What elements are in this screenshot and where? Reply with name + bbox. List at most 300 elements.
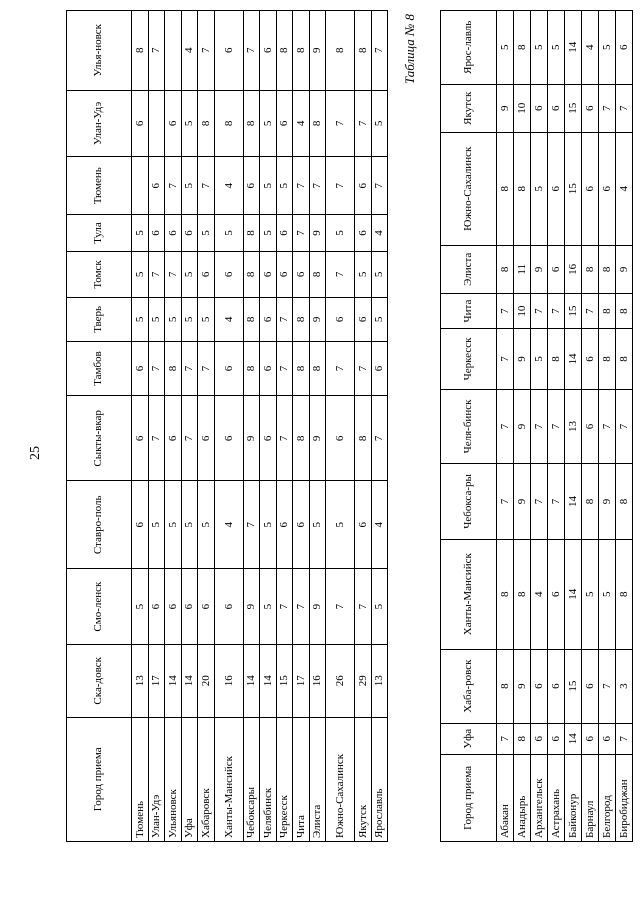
table-cell: 5 <box>132 569 149 645</box>
table-cell: 8 <box>326 11 355 91</box>
table-row <box>148 11 165 842</box>
table-cell: 9 <box>616 245 633 293</box>
table-cell: 8 <box>132 11 149 91</box>
table-cell: 7 <box>293 569 310 645</box>
table-cell: 8 <box>243 297 260 341</box>
table-cell: 6 <box>132 396 149 481</box>
table-cell: 7 <box>198 341 215 396</box>
table-cell: 5 <box>371 297 388 341</box>
table-cell: 7 <box>165 251 182 297</box>
table-cell: 5 <box>181 90 198 157</box>
table-cell: 8 <box>309 341 326 396</box>
table-cell: 4 <box>371 215 388 252</box>
table-cell: 8 <box>497 132 514 245</box>
table-row <box>276 11 293 842</box>
table-cell: 20 <box>198 645 215 718</box>
table-cell: 9 <box>309 215 326 252</box>
table-cell: 5 <box>371 251 388 297</box>
table-cell: 7 <box>148 251 165 297</box>
column-header: Ска-довск <box>67 645 132 718</box>
table-cell: 6 <box>582 649 599 723</box>
table-cell: 6 <box>132 341 149 396</box>
table-cell: 6 <box>293 481 310 569</box>
table-cell: 15 <box>565 293 582 328</box>
table-cell: 8 <box>582 464 599 539</box>
table-cell: 8 <box>355 396 372 481</box>
table-cell <box>132 157 149 215</box>
table-cell: 7 <box>497 389 514 463</box>
table-row <box>214 11 243 842</box>
table-cell: 7 <box>148 11 165 91</box>
table-cell: 5 <box>181 481 198 569</box>
table-cell: 6 <box>531 723 548 754</box>
table-cell: 7 <box>616 84 633 132</box>
table-cell: 7 <box>165 157 182 215</box>
table-row <box>599 11 616 842</box>
row-city: Ульяновск <box>165 717 182 841</box>
table-cell: 7 <box>309 157 326 215</box>
table-row <box>165 11 182 842</box>
table-intercity-times-1 <box>66 10 388 842</box>
table-cell: 6 <box>599 132 616 245</box>
table-cell: 6 <box>355 297 372 341</box>
table-cell: 7 <box>355 569 372 645</box>
column-header: Элиста <box>441 245 497 293</box>
table-cell: 16 <box>214 645 243 718</box>
table-cell: 6 <box>548 245 565 293</box>
table-cell: 6 <box>355 157 372 215</box>
table-cell: 5 <box>148 297 165 341</box>
table-cell: 6 <box>214 569 243 645</box>
column-header: Черкесск <box>441 329 497 390</box>
row-city: Элиста <box>309 717 326 841</box>
table-cell: 6 <box>355 215 372 252</box>
table-cell: 7 <box>326 90 355 157</box>
row-city: Южно-Сахалинск <box>326 717 355 841</box>
row-city: Чита <box>293 717 310 841</box>
table-cell: 6 <box>355 481 372 569</box>
table-cell: 6 <box>148 157 165 215</box>
table-cell: 8 <box>243 251 260 297</box>
table-cell: 5 <box>326 481 355 569</box>
table-cell: 6 <box>276 251 293 297</box>
row-city: Биробиджан <box>616 754 633 841</box>
table-cell: 5 <box>326 215 355 252</box>
table-cell: 6 <box>599 723 616 754</box>
table-cell: 7 <box>371 157 388 215</box>
row-city: Чебоксары <box>243 717 260 841</box>
table-cell: 14 <box>565 539 582 649</box>
table-row <box>181 11 198 842</box>
table-cell: 7 <box>355 90 372 157</box>
table-cell: 7 <box>355 341 372 396</box>
table-row <box>293 11 310 842</box>
table-cell: 7 <box>497 464 514 539</box>
table-cell: 6 <box>165 396 182 481</box>
table-cell: 8 <box>514 723 531 754</box>
table-cell: 5 <box>198 215 215 252</box>
table-cell: 7 <box>548 293 565 328</box>
table-cell: 8 <box>243 215 260 252</box>
column-header: Ставро-поль <box>67 481 132 569</box>
table-cell: 6 <box>548 132 565 245</box>
column-header: Тюмень <box>67 157 132 215</box>
table-cell: 7 <box>497 723 514 754</box>
table-cell: 7 <box>599 389 616 463</box>
table-cell: 4 <box>293 90 310 157</box>
table-cell: 5 <box>132 215 149 252</box>
table-cell: 7 <box>326 569 355 645</box>
table-cell: 29 <box>355 645 372 718</box>
table-cell: 7 <box>326 251 355 297</box>
table-cell: 9 <box>497 84 514 132</box>
table-row <box>355 11 372 842</box>
table-cell: 7 <box>181 341 198 396</box>
row-city: Абакан <box>497 754 514 841</box>
table-cell: 5 <box>260 215 277 252</box>
table-cell: 7 <box>599 84 616 132</box>
table-cell: 5 <box>148 481 165 569</box>
table-cell: 9 <box>309 569 326 645</box>
table-cell: 6 <box>548 649 565 723</box>
table-cell: 6 <box>582 84 599 132</box>
table-cell: 4 <box>616 132 633 245</box>
table-cell: 6 <box>165 215 182 252</box>
table-cell: 7 <box>326 157 355 215</box>
column-header: Челя-бинск <box>441 389 497 463</box>
table-cell: 6 <box>582 389 599 463</box>
table-cell: 5 <box>165 297 182 341</box>
table-cell: 5 <box>260 481 277 569</box>
table-row <box>326 11 355 842</box>
table-cell: 6 <box>198 251 215 297</box>
table-cell: 14 <box>165 645 182 718</box>
table-cell: 7 <box>293 157 310 215</box>
table-cell: 9 <box>599 464 616 539</box>
column-header: Томск <box>67 251 132 297</box>
table-header-row <box>67 11 132 842</box>
table-cell: 4 <box>371 481 388 569</box>
table-cell: 7 <box>198 157 215 215</box>
row-city: Якутск <box>355 717 372 841</box>
table-row <box>497 11 514 842</box>
table-cell: 7 <box>531 464 548 539</box>
table-cell: 5 <box>309 481 326 569</box>
table-cell: 8 <box>616 293 633 328</box>
table-cell: 6 <box>582 132 599 245</box>
table-cell: 8 <box>293 11 310 91</box>
table-cell: 7 <box>371 11 388 91</box>
table-intercity-times-8 <box>440 10 633 842</box>
table-cell: 15 <box>565 649 582 723</box>
table-cell: 6 <box>132 481 149 569</box>
table-row <box>260 11 277 842</box>
table-cell: 10 <box>514 84 531 132</box>
table-cell: 5 <box>599 539 616 649</box>
table-cell: 7 <box>371 396 388 481</box>
table-cell: 5 <box>198 481 215 569</box>
page-number: 25 <box>28 446 43 460</box>
table-cell: 9 <box>309 396 326 481</box>
table-cell: 7 <box>548 389 565 463</box>
table-cell: 4 <box>582 11 599 85</box>
table-row <box>132 11 149 842</box>
table-cell: 5 <box>497 11 514 85</box>
table-cell: 13 <box>132 645 149 718</box>
table-cell: 5 <box>276 157 293 215</box>
column-header: Город приема <box>67 717 132 841</box>
table-cell: 7 <box>181 396 198 481</box>
table-cell: 6 <box>371 341 388 396</box>
table-cell: 9 <box>243 396 260 481</box>
table-cell: 7 <box>497 329 514 390</box>
row-city: Уфа <box>181 717 198 841</box>
table-cell: 6 <box>214 11 243 91</box>
table-header-row <box>441 11 497 842</box>
table-cell: 6 <box>260 341 277 396</box>
table-cell: 6 <box>214 396 243 481</box>
table-cell: 8 <box>243 90 260 157</box>
table-cell: 6 <box>260 297 277 341</box>
table-cell: 4 <box>214 297 243 341</box>
table-cell: 8 <box>497 539 514 649</box>
table-cell: 14 <box>260 645 277 718</box>
table-cell: 13 <box>565 389 582 463</box>
table-cell: 6 <box>548 84 565 132</box>
table-cell: 5 <box>260 90 277 157</box>
table-cell: 15 <box>276 645 293 718</box>
table-cell: 14 <box>243 645 260 718</box>
table-cell: 5 <box>371 90 388 157</box>
table-cell: 7 <box>276 297 293 341</box>
table-cell: 8 <box>616 464 633 539</box>
table-cell: 13 <box>371 645 388 718</box>
row-city: Ярославль <box>371 717 388 841</box>
table-cell: 8 <box>514 539 531 649</box>
table-cell: 9 <box>514 389 531 463</box>
table-cell: 6 <box>198 569 215 645</box>
table-cell: 8 <box>599 329 616 390</box>
table-cell: 7 <box>616 389 633 463</box>
row-city: Белгород <box>599 754 616 841</box>
table-cell: 6 <box>326 396 355 481</box>
column-header: Улан-Удэ <box>67 90 132 157</box>
column-header: Ханты-Мансийск <box>441 539 497 649</box>
row-city: Ханты-Мансийск <box>214 717 243 841</box>
table-cell: 6 <box>293 251 310 297</box>
row-city: Астрахань <box>548 754 565 841</box>
table-cell: 8 <box>616 329 633 390</box>
column-header: Чита <box>441 293 497 328</box>
table-cell: 8 <box>514 11 531 85</box>
table-cell: 11 <box>514 245 531 293</box>
table-cell: 7 <box>148 396 165 481</box>
table-cell: 8 <box>514 132 531 245</box>
table-cell: 8 <box>293 341 310 396</box>
table-cell: 6 <box>276 481 293 569</box>
table-cell: 4 <box>214 481 243 569</box>
table-cell: 8 <box>309 90 326 157</box>
column-header: Чебокса-ры <box>441 464 497 539</box>
table-cell <box>148 90 165 157</box>
row-city: Хабаровск <box>198 717 215 841</box>
table-cell: 6 <box>198 396 215 481</box>
table-row <box>531 11 548 842</box>
table-cell: 4 <box>181 11 198 91</box>
table-cell: 5 <box>181 157 198 215</box>
column-header: Тамбов <box>67 341 132 396</box>
table-cell: 14 <box>565 329 582 390</box>
table-cell: 9 <box>531 245 548 293</box>
column-header: Улья-новск <box>67 11 132 91</box>
table-cell: 7 <box>582 293 599 328</box>
table-row <box>243 11 260 842</box>
table-cell: 5 <box>582 539 599 649</box>
table-cell: 7 <box>599 649 616 723</box>
column-header: Ярос-лавль <box>441 11 497 85</box>
table-cell: 6 <box>148 215 165 252</box>
table-cell: 15 <box>565 84 582 132</box>
table-cell: 9 <box>514 464 531 539</box>
table-cell: 7 <box>531 389 548 463</box>
table-cell <box>165 11 182 91</box>
table-cell: 7 <box>293 215 310 252</box>
table-cell: 9 <box>514 649 531 723</box>
table-cell: 6 <box>260 11 277 91</box>
table-cell: 6 <box>181 215 198 252</box>
table-row <box>198 11 215 842</box>
table-cell: 5 <box>548 11 565 85</box>
table-cell: 5 <box>599 11 616 85</box>
table-cell: 6 <box>260 251 277 297</box>
row-city: Улан-Удэ <box>148 717 165 841</box>
row-city: Байконур <box>565 754 582 841</box>
table-cell: 7 <box>531 293 548 328</box>
table-cell: 14 <box>565 723 582 754</box>
table-row <box>371 11 388 842</box>
table-cell: 6 <box>148 569 165 645</box>
row-city: Черкесск <box>276 717 293 841</box>
table-cell: 5 <box>198 297 215 341</box>
table-cell: 8 <box>355 11 372 91</box>
table-cell: 7 <box>243 481 260 569</box>
row-city: Челябинск <box>260 717 277 841</box>
table-cell: 8 <box>165 341 182 396</box>
column-header: Тверь <box>67 297 132 341</box>
table-cell: 14 <box>181 645 198 718</box>
table-cell: 6 <box>582 329 599 390</box>
table-cell: 5 <box>181 251 198 297</box>
table-row <box>514 11 531 842</box>
table-cell: 6 <box>214 341 243 396</box>
table-cell: 6 <box>531 649 548 723</box>
table-cell: 6 <box>214 251 243 297</box>
table-cell: 8 <box>243 341 260 396</box>
column-header: Город приема <box>441 754 497 841</box>
table-cell: 8 <box>497 245 514 293</box>
table-row <box>548 11 565 842</box>
table-cell: 9 <box>309 11 326 91</box>
table-cell: 6 <box>260 396 277 481</box>
table-cell: 7 <box>148 341 165 396</box>
table-cell: 5 <box>260 569 277 645</box>
row-city: Анадырь <box>514 754 531 841</box>
table-cell: 5 <box>132 297 149 341</box>
table-cell: 6 <box>276 90 293 157</box>
table-cell: 7 <box>326 341 355 396</box>
table-cell: 17 <box>293 645 310 718</box>
column-header: Якутск <box>441 84 497 132</box>
table-cell: 8 <box>616 539 633 649</box>
table-cell: 3 <box>616 649 633 723</box>
column-header: Южно-Сахалинск <box>441 132 497 245</box>
table-cell: 5 <box>531 132 548 245</box>
table-cell: 16 <box>565 245 582 293</box>
table-cell: 4 <box>214 157 243 215</box>
table-cell: 8 <box>293 396 310 481</box>
table-row <box>565 11 582 842</box>
table-cell: 6 <box>243 157 260 215</box>
column-header: Хаба-ровск <box>441 649 497 723</box>
row-city: Тюмень <box>132 717 149 841</box>
table-cell: 5 <box>165 481 182 569</box>
row-city: Архангельск <box>531 754 548 841</box>
table-cell: 5 <box>355 251 372 297</box>
table-cell: 8 <box>309 251 326 297</box>
table-cell: 6 <box>582 723 599 754</box>
table-cell: 17 <box>148 645 165 718</box>
table-cell: 5 <box>531 11 548 85</box>
table-cell: 7 <box>276 396 293 481</box>
table-cell: 5 <box>531 329 548 390</box>
table-cell: 6 <box>132 90 149 157</box>
table-cell: 5 <box>132 251 149 297</box>
table-cell: 8 <box>599 245 616 293</box>
table-cell: 8 <box>548 329 565 390</box>
row-city: Барнаул <box>582 754 599 841</box>
table-cell: 7 <box>616 723 633 754</box>
table-cell: 6 <box>165 569 182 645</box>
table-cell: 8 <box>214 90 243 157</box>
table-cell: 8 <box>582 245 599 293</box>
table-cell: 14 <box>565 11 582 85</box>
table-cell: 8 <box>293 297 310 341</box>
table-cell: 6 <box>165 90 182 157</box>
table-cell: 6 <box>181 569 198 645</box>
table-cell: 5 <box>371 569 388 645</box>
table-cell: 7 <box>276 341 293 396</box>
column-header: Смо-ленск <box>67 569 132 645</box>
table-cell: 6 <box>616 11 633 85</box>
table-cell: 7 <box>497 293 514 328</box>
table-cell: 6 <box>276 215 293 252</box>
table-cell: 5 <box>181 297 198 341</box>
table-cell: 14 <box>565 464 582 539</box>
table-caption: Таблица № 8 <box>402 14 417 85</box>
table-cell: 7 <box>243 11 260 91</box>
table-cell: 6 <box>326 297 355 341</box>
table-cell: 7 <box>548 464 565 539</box>
table-cell: 5 <box>260 157 277 215</box>
column-header: Тула <box>67 215 132 252</box>
table-cell: 8 <box>497 649 514 723</box>
table-cell: 9 <box>309 297 326 341</box>
table-row <box>309 11 326 842</box>
column-header: Сыкты-вкар <box>67 396 132 481</box>
table-cell: 16 <box>309 645 326 718</box>
table-cell: 10 <box>514 293 531 328</box>
table-cell: 6 <box>548 723 565 754</box>
